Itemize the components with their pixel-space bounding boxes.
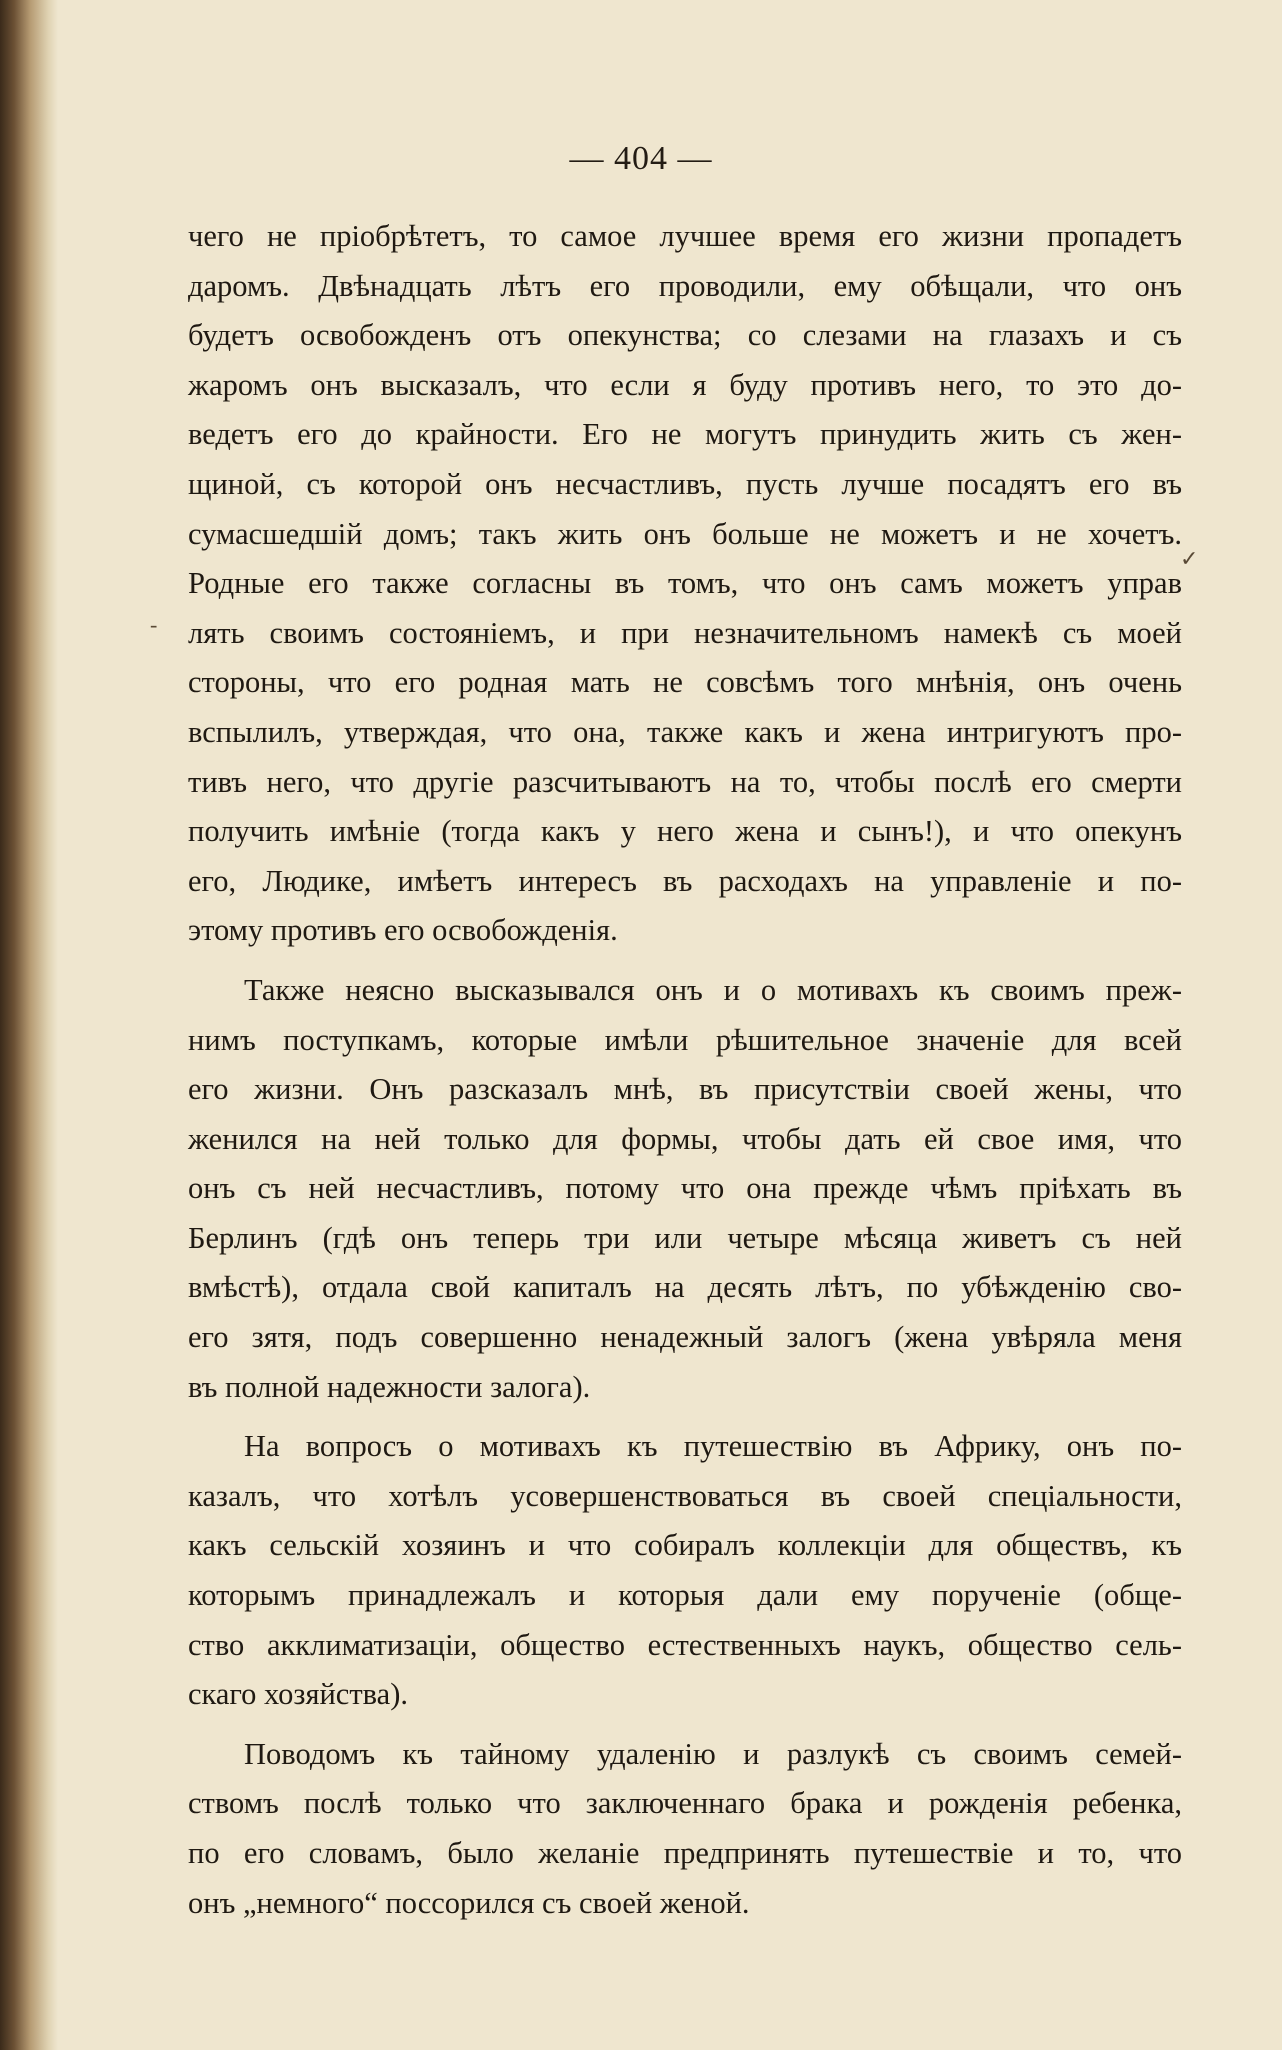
margin-pencil-mark: ✓ xyxy=(1180,546,1199,571)
text-line: вмѣстѣ), отдала свой капиталъ на десять лѣтъ, по убѣжденію сво- xyxy=(188,1270,1182,1305)
text-line: будетъ освобожденъ отъ опекунства; со слезами на глазахъ и съ xyxy=(188,318,1182,353)
text-line: На вопросъ о мотивахъ къ путешествію въ Африку, онъ по- xyxy=(244,1429,1182,1464)
text-line: ство акклиматизаціи, общество естественныхъ наукъ, общество сель- xyxy=(188,1627,1182,1662)
body-text xyxy=(188,212,1182,1938)
text-line: даромъ. Двѣнадцать лѣтъ его проводили, ему обѣщали, что онъ xyxy=(188,268,1182,303)
text-line: чего не пріобрѣтетъ, то самое лучшее время его жизни пропадетъ xyxy=(188,219,1182,253)
text-line: сумасшедшій домъ; такъ жить онъ больше не можетъ и не хочетъ. xyxy=(188,516,1182,551)
text-line: его, Людике, имѣетъ интересъ въ расходахъ на управленіе и по- xyxy=(188,863,1182,898)
text-line: ведетъ его до крайности. Его не могутъ принудить жить съ жен- xyxy=(188,417,1182,452)
text-line: Также неясно высказывался онъ и о мотивахъ къ своимъ преж- xyxy=(244,972,1182,1007)
text-line: Поводомъ къ тайному удаленію и разлукѣ съ своимъ семей- xyxy=(244,1736,1182,1771)
margin-dash-mark: - xyxy=(150,612,158,637)
text-line: ствомъ послѣ только что заключеннаго брака и рожденія ребенка, xyxy=(188,1786,1182,1821)
text-line: жаромъ онъ высказалъ, что если я буду противъ него, то это до- xyxy=(188,367,1182,402)
text-line: Берлинъ (гдѣ онъ теперь три или четыре мѣсяца живетъ съ ней xyxy=(188,1220,1182,1255)
paragraph xyxy=(188,1730,1182,1928)
text-line: лять своимъ состояніемъ, и при незначительномъ намекѣ съ моей xyxy=(188,615,1182,650)
book-binding-edge xyxy=(0,0,58,2050)
text-line: какъ сельскій хозяинъ и что собиралъ коллекціи для обществъ, къ xyxy=(188,1528,1182,1563)
text-line: его жизни. Онъ разсказалъ мнѣ, въ присутствіи своей жены, что xyxy=(188,1072,1182,1107)
text-line: вспылилъ, утверждая, что она, также какъ и жена интригуютъ про- xyxy=(188,714,1182,749)
paragraph xyxy=(188,966,1182,1412)
text-line: казалъ, что хотѣлъ усовершенствоваться въ своей спеціальности, xyxy=(188,1478,1182,1513)
text-line: получить имѣніе (тогда какъ у него жена и сынъ!), и что опекунъ xyxy=(188,814,1182,849)
text-line: нимъ поступкамъ, которые имѣли рѣшительное значеніе для всей xyxy=(188,1022,1182,1057)
paragraph xyxy=(188,212,1182,956)
text-line: его зятя, подъ совершенно ненадежный залогъ (жена увѣряла меня xyxy=(188,1320,1182,1355)
text-line: по его словамъ, было желаніе предпринять путешествіе и то, что xyxy=(188,1836,1182,1870)
text-line: которымъ принадлежалъ и которыя дали ему порученіе (обще- xyxy=(188,1578,1182,1613)
text-line: тивъ него, что другіе разсчитываютъ на то, чтобы послѣ его смерти xyxy=(188,764,1182,799)
text-line: щиной, съ которой онъ несчастливъ, пусть лучше посадятъ его въ xyxy=(188,466,1182,501)
text-line: онъ „немного“ поссорился съ своей женой. xyxy=(188,1885,750,1920)
text-line: Родные его также согласны въ томъ, что онъ самъ можетъ управ xyxy=(188,566,1182,601)
text-line: онъ съ ней несчастливъ, потому что она прежде чѣмъ пріѣхать въ xyxy=(188,1171,1182,1206)
text-line: этому противъ его освобожденія. xyxy=(188,913,618,948)
text-line: въ полной надежности залога). xyxy=(188,1369,591,1404)
page-number: — 404 — xyxy=(569,140,713,177)
text-line: женился на ней только для формы, чтобы дать ей свое имя, что xyxy=(188,1121,1182,1156)
text-line: скаго хозяйства). xyxy=(188,1677,408,1712)
text-line: стороны, что его родная мать не совсѣмъ того мнѣнія, онъ очень xyxy=(188,665,1182,700)
paragraph xyxy=(188,1422,1182,1720)
